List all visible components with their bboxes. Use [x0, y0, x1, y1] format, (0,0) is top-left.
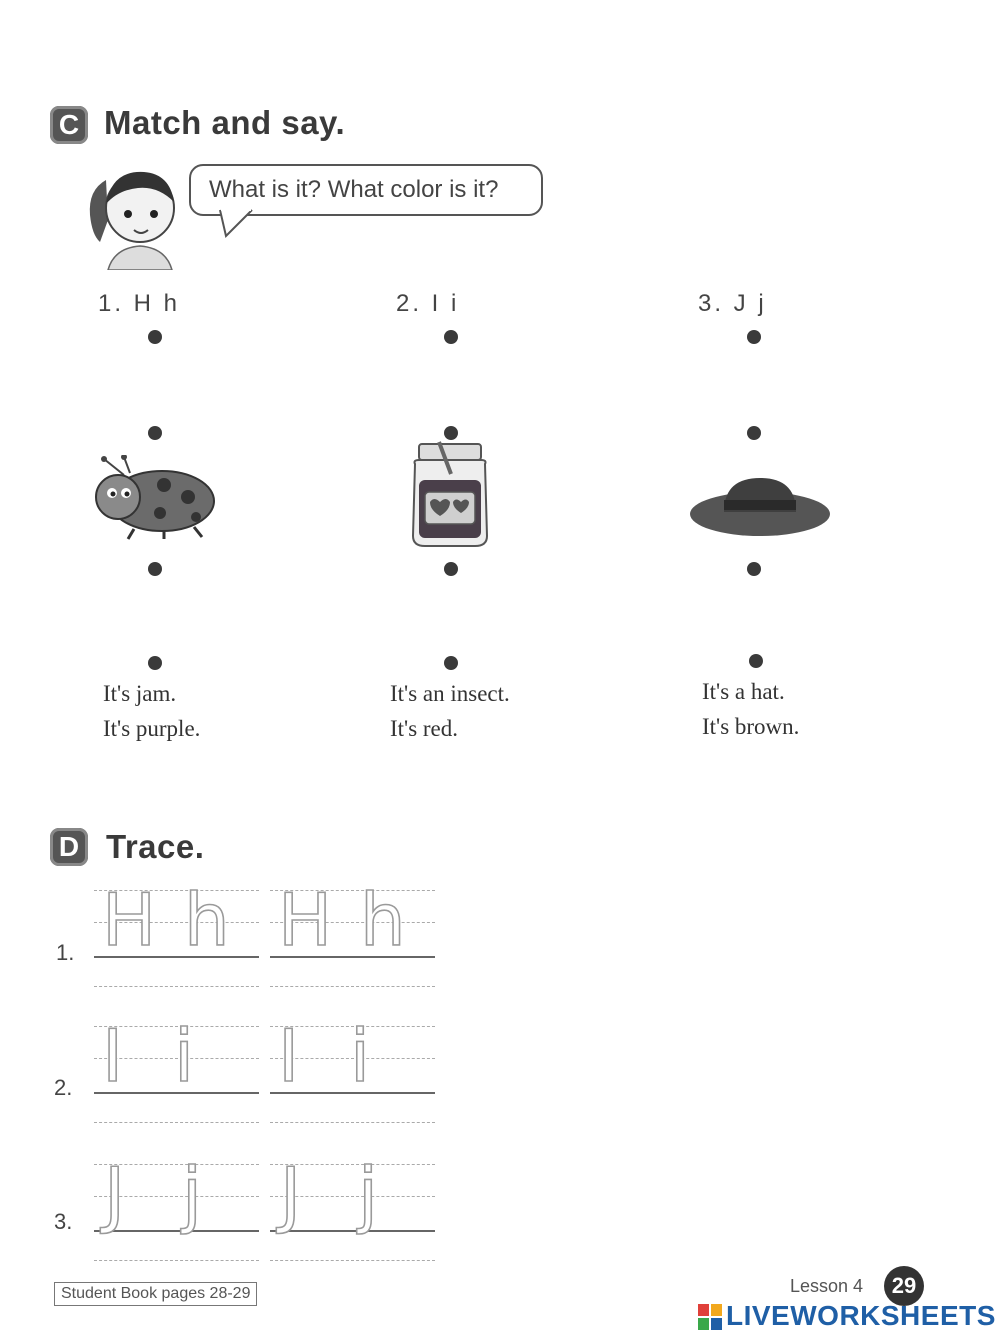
trace-row-3-lower-2: j — [358, 1152, 379, 1236]
sentence-group-3 — [702, 674, 799, 744]
trace-row-2-lower-1: i — [174, 1014, 195, 1098]
trace-row-1-lower-1: h — [184, 878, 230, 962]
speech-text: What is it? What color is it? — [209, 176, 499, 203]
ladybug-icon — [84, 455, 224, 540]
trace-row-3-group-2[interactable] — [270, 1152, 435, 1260]
trace-row-1-group-2[interactable] — [270, 878, 435, 986]
hat-icon — [688, 472, 832, 538]
item-label-3: 3. J j — [698, 290, 767, 317]
trace-row-1-lower-2: h — [360, 878, 406, 962]
trace-row-2-upper-2: I — [278, 1014, 300, 1098]
jam-jar-icon — [405, 440, 495, 550]
trace-row-3-lower-1: j — [182, 1152, 203, 1236]
item-label-1: 1. H h — [98, 290, 181, 317]
speech-bubble-tail — [218, 208, 258, 240]
trace-row-3-group-1[interactable] — [94, 1152, 259, 1260]
section-c-letter: C — [58, 109, 80, 140]
trace-row-2-group-2[interactable] — [270, 1014, 435, 1122]
trace-row-3-number: 3. — [54, 1209, 73, 1234]
trace-row-1-number: 1. — [56, 940, 75, 965]
match-dot-picture-top-3[interactable] — [747, 426, 761, 440]
lesson-label: Lesson 4 — [790, 1276, 864, 1296]
trace-row-2-upper-1: I — [102, 1014, 124, 1098]
match-dot-sentence-1[interactable] — [148, 656, 162, 670]
sentence-3-line-1: It's a hat. — [702, 679, 785, 704]
section-c-title: Match and say. — [104, 104, 346, 141]
trace-row-3-upper-2: J — [280, 1152, 302, 1236]
sentence-2-line-2: It's red. — [390, 716, 459, 741]
trace-row-1-upper-2: H — [278, 878, 333, 962]
match-dot-sentence-3[interactable] — [749, 654, 763, 668]
match-dot-label-3[interactable] — [747, 330, 761, 344]
section-d-badge — [50, 828, 88, 866]
book-reference: Student Book pages 28-29 — [54, 1282, 257, 1306]
liveworksheets-brand[interactable]: LIVEWORKSHEETS — [726, 1300, 996, 1331]
trace-row-1-group-1[interactable] — [94, 878, 259, 986]
section-c-badge — [50, 106, 88, 144]
section-d-letter: D — [58, 831, 80, 862]
girl-illustration — [78, 160, 188, 270]
sentence-group-2 — [390, 676, 510, 746]
match-dot-label-2[interactable] — [444, 330, 458, 344]
trace-row-2-group-1[interactable] — [94, 1014, 259, 1122]
trace-row-2-lower-2: i — [350, 1014, 371, 1098]
match-dot-picture-bottom-2[interactable] — [444, 562, 458, 576]
match-dot-picture-top-1[interactable] — [148, 426, 162, 440]
match-dot-sentence-2[interactable] — [444, 656, 458, 670]
match-dot-picture-top-2[interactable] — [444, 426, 458, 440]
trace-row-1-upper-1: H — [102, 878, 157, 962]
sentence-2-line-1: It's an insect. — [390, 681, 510, 706]
trace-row-3-upper-1: J — [104, 1152, 126, 1236]
match-dot-picture-bottom-1[interactable] — [148, 562, 162, 576]
sentence-1-line-1: It's jam. — [103, 681, 177, 706]
sentence-group-1 — [103, 676, 200, 746]
match-dot-label-1[interactable] — [148, 330, 162, 344]
sentence-3-line-2: It's brown. — [702, 714, 800, 739]
match-dot-picture-bottom-3[interactable] — [747, 562, 761, 576]
page-number: 29 — [891, 1273, 917, 1298]
section-d-title: Trace. — [106, 828, 205, 865]
item-label-2: 2. I i — [396, 290, 460, 317]
liveworksheets-logo-icon — [698, 1304, 722, 1330]
trace-row-2-number: 2. — [54, 1075, 73, 1100]
sentence-1-line-2: It's purple. — [103, 716, 201, 741]
